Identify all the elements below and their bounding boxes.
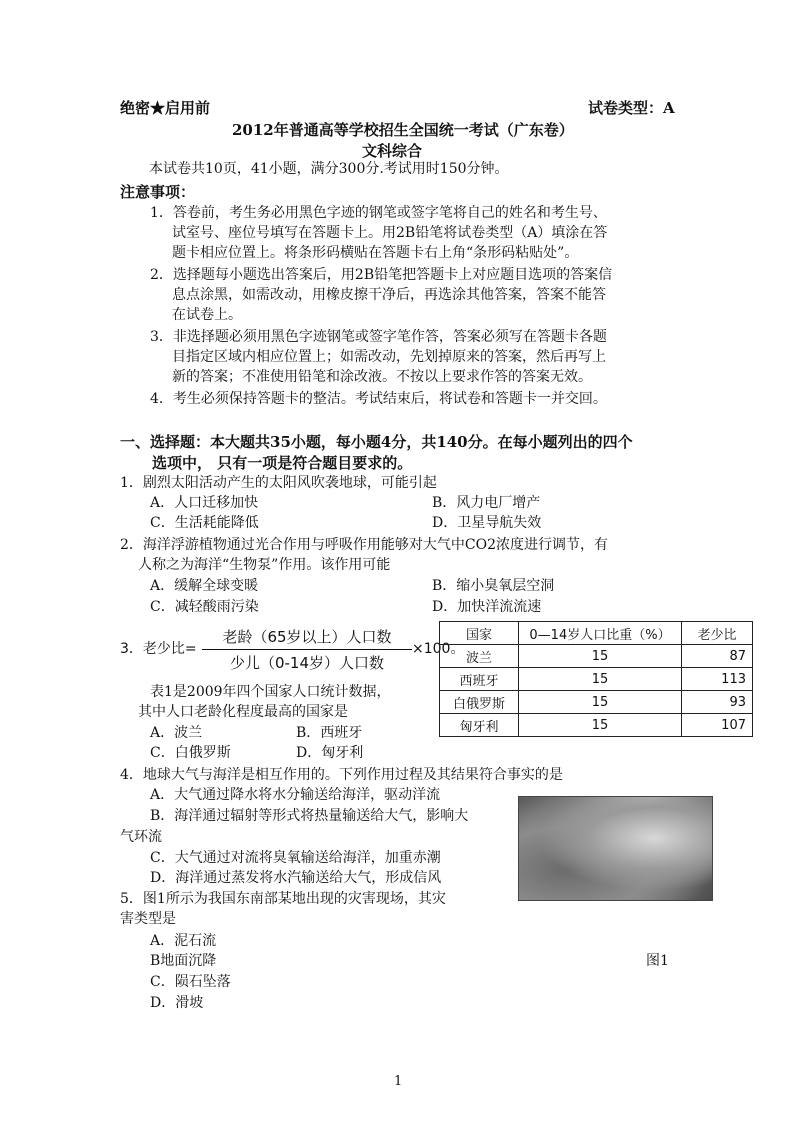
q3-fraction xyxy=(202,626,412,673)
q3-denominator: 少儿（0-14岁）人口数 xyxy=(229,654,385,672)
note-line: 新的答案；不准使用铅笔和涂改液。不按以上要求作答的答案无效。 xyxy=(172,369,592,385)
table-header: 老少比 xyxy=(682,622,753,645)
paper-type: 试卷类型：A xyxy=(588,99,675,117)
q2-option-b: B．缩小臭氧层空洞 xyxy=(432,578,555,594)
note-line: 1．答卷前，考生务必用黑色字迹的钢笔或签字笔将自己的姓名和考生号、 xyxy=(150,205,607,221)
subject-title: 文科综合 xyxy=(362,142,423,160)
table-cell: 93 xyxy=(682,691,753,714)
table-header: 国家 xyxy=(440,622,519,645)
note-line: 目指定区域内相应位置上；如需改动，先划掉原来的答案，然后再写上 xyxy=(172,349,606,365)
q1-option-a: A．人口迁移加快 xyxy=(150,495,259,511)
q3-stem: 表1是2009年四个国家人口统计数据， xyxy=(150,684,391,700)
q1-option-c: C．生活耗能降低 xyxy=(150,515,259,531)
table-cell: 15 xyxy=(519,668,682,691)
table-row xyxy=(440,714,753,737)
q3-numerator: 老龄（65岁以上）人口数 xyxy=(202,626,412,650)
table-header: 0—14岁人口比重（%） xyxy=(519,622,682,645)
q4-option-a: A．大气通过降水将水分输送给海洋，驱动洋流 xyxy=(150,787,441,803)
table-cell: 107 xyxy=(682,714,753,737)
section-heading-cont: 选项中， 只有一项是符合题目要求的。 xyxy=(152,454,413,472)
q5-option-d: D．滑坡 xyxy=(150,995,204,1011)
q1-stem: 1．剧烈太阳活动产生的太阳风吹袭地球，可能引起 xyxy=(120,475,437,491)
q4-option-d: D．海洋通过蒸发将水汽输送给大气，形成信风 xyxy=(150,870,442,886)
q4-option-b-cont: 气环流 xyxy=(120,829,162,845)
population-table xyxy=(439,621,753,737)
notes-title: 注意事项： xyxy=(120,183,196,201)
q3-option-d: D．匈牙利 xyxy=(296,745,364,761)
q1-option-b: B．风力电厂增产 xyxy=(432,495,541,511)
table-row xyxy=(440,668,753,691)
q3-option-c: C．白俄罗斯 xyxy=(150,745,231,761)
table-cell: 西班牙 xyxy=(440,668,519,691)
q3-stem-cont: 其中人口老龄化程度最高的国家是 xyxy=(138,704,348,720)
section-heading: 一、选择题：本大题共35小题，每小题4分，共140分。在每小题列出的四个 xyxy=(120,433,633,451)
table-row xyxy=(440,645,753,668)
table-cell: 匈牙利 xyxy=(440,714,519,737)
table-header-row xyxy=(440,622,753,645)
q2-option-c: C．减轻酸雨污染 xyxy=(150,599,259,615)
note-line: 2．选择题每小题选出答案后，用2B铅笔把答题卡上对应题目选项的答案信 xyxy=(150,267,613,283)
note-line: 题卡相应位置上。将条形码横贴在答题卡右上角“条形码粘贴处”。 xyxy=(172,245,579,261)
q2-stem: 2．海洋浮游植物通过光合作用与呼吸作用能够对大气中CO2浓度进行调节，有 xyxy=(120,537,609,553)
q2-option-d: D．加快洋流流速 xyxy=(432,599,542,615)
q5-option-a: A．泥石流 xyxy=(150,933,217,949)
q3-formula-suffix: ×100。 xyxy=(412,641,465,657)
q4-option-b: B．海洋通过辐射等形式将热量输送给大气，影响大 xyxy=(150,808,469,824)
note-line: 试室号、座位号填写在答题卡上。用2B铅笔将试卷类型（A）填涂在答 xyxy=(172,225,608,241)
table-cell: 113 xyxy=(682,668,753,691)
q2-option-a: A．缓解全球变暖 xyxy=(150,578,259,594)
q5-stem: 5．图1所示为我国东南部某地出现的灾害现场，其灾 xyxy=(120,891,446,907)
q5-option-c: C．陨石坠落 xyxy=(150,974,231,990)
table-cell: 白俄罗斯 xyxy=(440,691,519,714)
note-line: 息点涂黑，如需改动，用橡皮擦干净后，再选涂其他答案，答案不能答 xyxy=(172,287,606,303)
note-line: 在试卷上。 xyxy=(172,307,242,323)
exam-title: 2012年普通高等学校招生全国统一考试（广东卷） xyxy=(232,121,574,139)
figure-1-photo xyxy=(518,796,713,901)
q3-option-b: B．西班牙 xyxy=(296,725,363,741)
q3-formula-prefix: 3．老少比= xyxy=(120,641,197,657)
q4-stem: 4．地球大气与海洋是相互作用的。下列作用过程及其结果符合事实的是 xyxy=(120,767,563,783)
table-cell: 15 xyxy=(519,645,682,668)
q4-option-c: C．大气通过对流将臭氧输送给海洋，加重赤潮 xyxy=(150,850,441,866)
q3-option-a: A．波兰 xyxy=(150,725,203,741)
table-cell: 波兰 xyxy=(440,645,519,668)
secret-label: 绝密★启用前 xyxy=(120,99,211,117)
table-cell: 15 xyxy=(519,714,682,737)
exam-info: 本试卷共10页，41小题，满分300分.考试用时150分钟。 xyxy=(149,161,509,177)
q5-option-b: B地面沉降 xyxy=(150,953,217,969)
figure-1-caption: 图1 xyxy=(646,953,669,969)
q2-stem-cont: 人称之为海洋“生物泵”作用。该作用可能 xyxy=(138,557,391,573)
note-line: 3．非选择题必须用黑色字迹钢笔或签字笔作答，答案必须写在答题卡各题 xyxy=(150,329,607,345)
table-cell: 15 xyxy=(519,691,682,714)
q5-stem-cont: 害类型是 xyxy=(120,911,176,927)
q1-option-d: D．卫星导航失效 xyxy=(432,515,542,531)
note-line: 4．考生必须保持答题卡的整洁。考试结束后，将试卷和答题卡一并交回。 xyxy=(150,391,607,407)
table-cell: 87 xyxy=(682,645,753,668)
page-number: 1 xyxy=(394,1074,403,1089)
table-row xyxy=(440,691,753,714)
